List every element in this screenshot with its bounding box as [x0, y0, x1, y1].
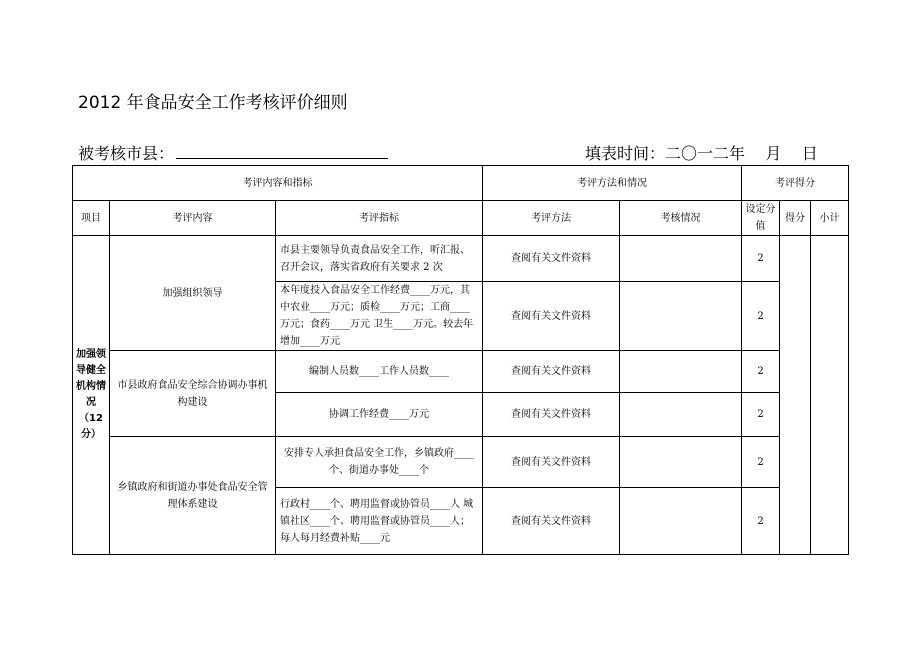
indicator-cell: 市县主要领导负责食品安全工作，听汇报、召开会议，落实省政府有关要求 2 次 [276, 236, 483, 282]
indicator-cell: 安排专人承担食品安全工作，乡镇政府____个、街道办事处____个 [276, 437, 483, 488]
header-method: 考评方法 [483, 201, 620, 236]
set-score-cell: 2 [742, 282, 780, 351]
header-item: 项目 [73, 201, 110, 236]
header-status: 考核情况 [620, 201, 742, 236]
header-column-row [73, 201, 849, 236]
set-score-cell: 2 [742, 351, 780, 393]
indicator-cell: 协调工作经费____万元 [276, 393, 483, 437]
set-score-cell: 2 [742, 393, 780, 437]
document-title: 2012 年食品安全工作考核评价细则 [78, 93, 348, 113]
category-cell: 加强领导健全机构情况（12分） [73, 236, 110, 555]
examined-county-field[interactable] [176, 144, 388, 159]
score-cell[interactable] [780, 236, 811, 555]
content-cell: 加强组织领导 [110, 236, 276, 351]
method-cell: 查阅有关文件资料 [483, 282, 620, 351]
header-group-content: 考评内容和指标 [73, 166, 483, 201]
method-cell: 查阅有关文件资料 [483, 437, 620, 488]
table-row [73, 236, 849, 282]
status-cell[interactable] [620, 351, 742, 393]
header-group-method: 考评方法和情况 [483, 166, 742, 201]
examined-county [78, 141, 388, 164]
header-set-score: 设定分值 [742, 201, 780, 236]
set-score-cell: 2 [742, 236, 780, 282]
indicator-cell: 编制人员数____工作人员数____ [276, 351, 483, 393]
header-score: 得分 [780, 201, 811, 236]
content-cell: 乡镇政府和街道办事处食品安全管理体系建设 [110, 437, 276, 555]
table-row [73, 351, 849, 393]
status-cell[interactable] [620, 488, 742, 555]
header-group-score: 考评得分 [742, 166, 849, 201]
examined-county-label: 被考核市县： [78, 144, 175, 163]
evaluation-table [72, 165, 849, 555]
indicator-cell: 行政村____个、聘用监督或协管员____人 城镇社区____个、聘用监督或协管员____人；每人每月经费补贴____元 [276, 488, 483, 555]
header-group-row [73, 166, 849, 201]
method-cell: 查阅有关文件资料 [483, 393, 620, 437]
status-cell[interactable] [620, 437, 742, 488]
header-content: 考评内容 [110, 201, 276, 236]
indicator-cell: 本年度投入食品安全工作经费____万元，其中农业____万元；质检____万元；工商____万元；食药____万元 卫生____万元。较去年增加____万元 [276, 282, 483, 351]
table-row [73, 437, 849, 488]
content-cell: 市县政府食品安全综合协调办事机构建设 [110, 351, 276, 437]
set-score-cell: 2 [742, 488, 780, 555]
header-indicator: 考评指标 [276, 201, 483, 236]
method-cell: 查阅有关文件资料 [483, 488, 620, 555]
status-cell[interactable] [620, 282, 742, 351]
method-cell: 查阅有关文件资料 [483, 351, 620, 393]
status-cell[interactable] [620, 393, 742, 437]
method-cell: 查阅有关文件资料 [483, 236, 620, 282]
fill-time: 填表时间：二〇一二年 月 日 [585, 144, 818, 163]
header-subtotal: 小计 [811, 201, 849, 236]
subtotal-cell[interactable] [811, 236, 849, 555]
status-cell[interactable] [620, 236, 742, 282]
set-score-cell: 2 [742, 437, 780, 488]
